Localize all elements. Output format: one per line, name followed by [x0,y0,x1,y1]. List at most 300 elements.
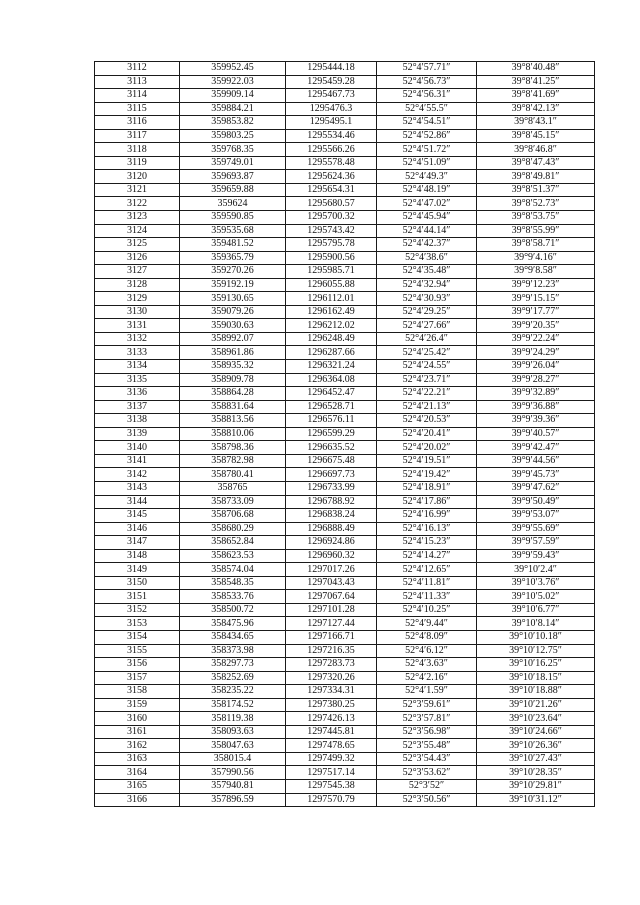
y-coordinate-cell: 1297517.14 [286,766,377,780]
y-coordinate-cell: 1296321.24 [286,360,377,374]
table-row [95,454,595,468]
table-row [95,644,595,658]
latitude-cell: 52°4′9.44″ [377,617,477,631]
latitude-cell: 52°4′51.72″ [377,143,477,157]
y-coordinate-cell: 1295495.1 [286,116,377,130]
y-coordinate-cell: 1296924.86 [286,536,377,550]
x-coordinate-cell: 358623.53 [180,549,286,563]
longitude-cell: 39°10′28.35″ [477,766,595,780]
longitude-cell: 39°10′10.18″ [477,630,595,644]
latitude-cell: 52°4′22.21″ [377,387,477,401]
longitude-cell: 39°9′44.56″ [477,454,595,468]
longitude-cell: 39°8′53.75″ [477,211,595,225]
table-row [95,305,595,319]
point-number-cell: 3156 [95,658,180,672]
table-row [95,224,595,238]
y-coordinate-cell: 1297570.79 [286,793,377,807]
table-row [95,373,595,387]
latitude-cell: 52°4′29.25″ [377,305,477,319]
latitude-cell: 52°3′56.98″ [377,725,477,739]
x-coordinate-cell: 359909.14 [180,89,286,103]
table-row [95,752,595,766]
longitude-cell: 39°10′29.81″ [477,779,595,793]
longitude-cell: 39°9′8.58″ [477,265,595,279]
x-coordinate-cell: 358574.04 [180,563,286,577]
y-coordinate-cell: 1295444.18 [286,62,377,76]
latitude-cell: 52°3′54.43″ [377,752,477,766]
y-coordinate-cell: 1296733.99 [286,481,377,495]
y-coordinate-cell: 1296599.29 [286,427,377,441]
longitude-cell: 39°9′32.89″ [477,387,595,401]
table-row [95,536,595,550]
longitude-cell: 39°9′40.57″ [477,427,595,441]
longitude-cell: 39°8′42.13″ [477,102,595,116]
table-row [95,739,595,753]
longitude-cell: 39°9′57.59″ [477,536,595,550]
x-coordinate-cell: 358680.29 [180,522,286,536]
latitude-cell: 52°4′38.6″ [377,251,477,265]
table-row [95,766,595,780]
latitude-cell: 52°4′20.41″ [377,427,477,441]
x-coordinate-cell: 358935.32 [180,360,286,374]
longitude-cell: 39°8′47.43″ [477,156,595,170]
y-coordinate-cell: 1296888.49 [286,522,377,536]
table-row [95,671,595,685]
y-coordinate-cell: 1295624.36 [286,170,377,184]
point-number-cell: 3155 [95,644,180,658]
point-number-cell: 3120 [95,170,180,184]
y-coordinate-cell: 1296055.88 [286,278,377,292]
x-coordinate-cell: 359952.45 [180,62,286,76]
latitude-cell: 52°4′44.14″ [377,224,477,238]
x-coordinate-cell: 358548.35 [180,576,286,590]
point-number-cell: 3140 [95,441,180,455]
latitude-cell: 52°3′59.61″ [377,698,477,712]
latitude-cell: 52°4′20.53″ [377,414,477,428]
x-coordinate-cell: 359768.35 [180,143,286,157]
y-coordinate-cell: 1297283.73 [286,658,377,672]
x-coordinate-cell: 359749.01 [180,156,286,170]
x-coordinate-cell: 358810.06 [180,427,286,441]
latitude-cell: 52°4′18.91″ [377,481,477,495]
latitude-cell: 52°4′24.55″ [377,360,477,374]
latitude-cell: 52°4′20.02″ [377,441,477,455]
coordinates-table [94,61,595,807]
point-number-cell: 3159 [95,698,180,712]
x-coordinate-cell: 358652.84 [180,536,286,550]
longitude-cell: 39°9′53.07″ [477,509,595,523]
table-row [95,603,595,617]
point-number-cell: 3152 [95,603,180,617]
latitude-cell: 52°4′27.66″ [377,319,477,333]
longitude-cell: 39°10′27.43″ [477,752,595,766]
table-row [95,630,595,644]
y-coordinate-cell: 1296635.52 [286,441,377,455]
x-coordinate-cell: 359535.68 [180,224,286,238]
point-number-cell: 3116 [95,116,180,130]
y-coordinate-cell: 1296162.49 [286,305,377,319]
x-coordinate-cell: 358475.96 [180,617,286,631]
longitude-cell: 39°9′47.62″ [477,481,595,495]
table-row [95,89,595,103]
longitude-cell: 39°10′21.26″ [477,698,595,712]
latitude-cell: 52°4′25.42″ [377,346,477,360]
y-coordinate-cell: 1297127.44 [286,617,377,631]
point-number-cell: 3165 [95,779,180,793]
y-coordinate-cell: 1295680.57 [286,197,377,211]
latitude-cell: 52°4′6.12″ [377,644,477,658]
x-coordinate-cell: 358733.09 [180,495,286,509]
table-row [95,685,595,699]
latitude-cell: 52°4′56.73″ [377,75,477,89]
longitude-cell: 39°9′42.47″ [477,441,595,455]
table-row [95,292,595,306]
longitude-cell: 39°9′26.04″ [477,360,595,374]
y-coordinate-cell: 1297545.38 [286,779,377,793]
y-coordinate-cell: 1296528.71 [286,400,377,414]
table-row [95,129,595,143]
table-row [95,319,595,333]
longitude-cell: 39°9′36.88″ [477,400,595,414]
point-number-cell: 3128 [95,278,180,292]
latitude-cell: 52°4′3.63″ [377,658,477,672]
longitude-cell: 39°10′24.66″ [477,725,595,739]
point-number-cell: 3162 [95,739,180,753]
point-number-cell: 3150 [95,576,180,590]
table-row [95,251,595,265]
x-coordinate-cell: 359192.19 [180,278,286,292]
x-coordinate-cell: 358500.72 [180,603,286,617]
point-number-cell: 3122 [95,197,180,211]
x-coordinate-cell: 358782.98 [180,454,286,468]
point-number-cell: 3119 [95,156,180,170]
x-coordinate-cell: 359803.25 [180,129,286,143]
table-row [95,332,595,346]
longitude-cell: 39°8′43.1″ [477,116,595,130]
table-row [95,563,595,577]
longitude-cell: 39°8′41.25″ [477,75,595,89]
x-coordinate-cell: 359693.87 [180,170,286,184]
x-coordinate-cell: 359590.85 [180,211,286,225]
latitude-cell: 52°4′26.4″ [377,332,477,346]
longitude-cell: 39°8′58.71″ [477,238,595,252]
y-coordinate-cell: 1297445.81 [286,725,377,739]
y-coordinate-cell: 1297216.35 [286,644,377,658]
x-coordinate-cell: 358093.63 [180,725,286,739]
y-coordinate-cell: 1295534.46 [286,129,377,143]
point-number-cell: 3166 [95,793,180,807]
longitude-cell: 39°8′49.81″ [477,170,595,184]
latitude-cell: 52°4′14.27″ [377,549,477,563]
table-row [95,211,595,225]
point-number-cell: 3131 [95,319,180,333]
longitude-cell: 39°9′15.15″ [477,292,595,306]
point-number-cell: 3133 [95,346,180,360]
point-number-cell: 3130 [95,305,180,319]
latitude-cell: 52°3′52″ [377,779,477,793]
y-coordinate-cell: 1297478.65 [286,739,377,753]
point-number-cell: 3147 [95,536,180,550]
x-coordinate-cell: 359884.21 [180,102,286,116]
latitude-cell: 52°4′16.99″ [377,509,477,523]
point-number-cell: 3144 [95,495,180,509]
point-number-cell: 3161 [95,725,180,739]
point-number-cell: 3163 [95,752,180,766]
latitude-cell: 52°3′57.81″ [377,712,477,726]
y-coordinate-cell: 1296112.01 [286,292,377,306]
x-coordinate-cell: 358909.78 [180,373,286,387]
table-row [95,522,595,536]
latitude-cell: 52°4′15.23″ [377,536,477,550]
x-coordinate-cell: 358119.38 [180,712,286,726]
x-coordinate-cell: 359853.82 [180,116,286,130]
y-coordinate-cell: 1296960.32 [286,549,377,563]
x-coordinate-cell: 358297.73 [180,658,286,672]
x-coordinate-cell: 359130.65 [180,292,286,306]
table-row [95,617,595,631]
y-coordinate-cell: 1295566.26 [286,143,377,157]
latitude-cell: 52°4′48.19″ [377,183,477,197]
y-coordinate-cell: 1295700.32 [286,211,377,225]
latitude-cell: 52°3′50.56″ [377,793,477,807]
table-row [95,793,595,807]
longitude-cell: 39°10′18.88″ [477,685,595,699]
latitude-cell: 52°4′8.09″ [377,630,477,644]
x-coordinate-cell: 358864.28 [180,387,286,401]
y-coordinate-cell: 1297101.28 [286,603,377,617]
x-coordinate-cell: 359922.03 [180,75,286,89]
point-number-cell: 3132 [95,332,180,346]
y-coordinate-cell: 1297067.64 [286,590,377,604]
y-coordinate-cell: 1295459.28 [286,75,377,89]
x-coordinate-cell: 359030.63 [180,319,286,333]
point-number-cell: 3164 [95,766,180,780]
latitude-cell: 52°4′45.94″ [377,211,477,225]
table-row [95,116,595,130]
latitude-cell: 52°4′23.71″ [377,373,477,387]
table-row [95,658,595,672]
y-coordinate-cell: 1295795.78 [286,238,377,252]
x-coordinate-cell: 358252.69 [180,671,286,685]
longitude-cell: 39°9′28.27″ [477,373,595,387]
table-row [95,779,595,793]
y-coordinate-cell: 1295743.42 [286,224,377,238]
y-coordinate-cell: 1296675.48 [286,454,377,468]
longitude-cell: 39°10′18.15″ [477,671,595,685]
longitude-cell: 39°9′20.35″ [477,319,595,333]
longitude-cell: 39°9′22.24″ [477,332,595,346]
latitude-cell: 52°4′42.37″ [377,238,477,252]
latitude-cell: 52°4′54.51″ [377,116,477,130]
table-row [95,549,595,563]
x-coordinate-cell: 359079.26 [180,305,286,319]
point-number-cell: 3145 [95,509,180,523]
x-coordinate-cell: 358047.63 [180,739,286,753]
longitude-cell: 39°9′59.43″ [477,549,595,563]
x-coordinate-cell: 358235.22 [180,685,286,699]
longitude-cell: 39°10′3.76″ [477,576,595,590]
point-number-cell: 3113 [95,75,180,89]
table-row [95,414,595,428]
table-row [95,75,595,89]
point-number-cell: 3115 [95,102,180,116]
table-row [95,143,595,157]
latitude-cell: 52°4′30.93″ [377,292,477,306]
y-coordinate-cell: 1295467.73 [286,89,377,103]
point-number-cell: 3146 [95,522,180,536]
point-number-cell: 3158 [95,685,180,699]
x-coordinate-cell: 358798.36 [180,441,286,455]
latitude-cell: 52°4′10.25″ [377,603,477,617]
latitude-cell: 52°4′21.13″ [377,400,477,414]
table-row [95,468,595,482]
latitude-cell: 52°4′51.09″ [377,156,477,170]
table-row [95,156,595,170]
longitude-cell: 39°9′50.49″ [477,495,595,509]
latitude-cell: 52°3′55.48″ [377,739,477,753]
longitude-cell: 39°9′45.73″ [477,468,595,482]
y-coordinate-cell: 1297166.71 [286,630,377,644]
x-coordinate-cell: 359270.26 [180,265,286,279]
y-coordinate-cell: 1296697.73 [286,468,377,482]
point-number-cell: 3142 [95,468,180,482]
latitude-cell: 52°3′53.62″ [377,766,477,780]
point-number-cell: 3139 [95,427,180,441]
latitude-cell: 52°4′57.71″ [377,62,477,76]
y-coordinate-cell: 1296212.02 [286,319,377,333]
point-number-cell: 3149 [95,563,180,577]
table-row [95,278,595,292]
longitude-cell: 39°8′41.69″ [477,89,595,103]
y-coordinate-cell: 1295654.31 [286,183,377,197]
table-row [95,576,595,590]
point-number-cell: 3141 [95,454,180,468]
point-number-cell: 3126 [95,251,180,265]
x-coordinate-cell: 359365.79 [180,251,286,265]
latitude-cell: 52°4′19.51″ [377,454,477,468]
y-coordinate-cell: 1297380.25 [286,698,377,712]
latitude-cell: 52°4′47.02″ [377,197,477,211]
table-row [95,265,595,279]
latitude-cell: 52°4′55.5″ [377,102,477,116]
latitude-cell: 52°4′19.42″ [377,468,477,482]
longitude-cell: 39°10′23.64″ [477,712,595,726]
point-number-cell: 3138 [95,414,180,428]
x-coordinate-cell: 359659.88 [180,183,286,197]
point-number-cell: 3118 [95,143,180,157]
table-row [95,170,595,184]
x-coordinate-cell: 359624 [180,197,286,211]
longitude-cell: 39°9′12.23″ [477,278,595,292]
table-row [95,62,595,76]
point-number-cell: 3151 [95,590,180,604]
y-coordinate-cell: 1296364.08 [286,373,377,387]
y-coordinate-cell: 1295476.3 [286,102,377,116]
point-number-cell: 3112 [95,62,180,76]
longitude-cell: 39°9′24.29″ [477,346,595,360]
y-coordinate-cell: 1296788.92 [286,495,377,509]
y-coordinate-cell: 1295985.71 [286,265,377,279]
latitude-cell: 52°4′49.3″ [377,170,477,184]
y-coordinate-cell: 1297499.32 [286,752,377,766]
point-number-cell: 3125 [95,238,180,252]
y-coordinate-cell: 1296576.11 [286,414,377,428]
point-number-cell: 3154 [95,630,180,644]
point-number-cell: 3114 [95,89,180,103]
table-row [95,590,595,604]
table-row [95,346,595,360]
longitude-cell: 39°10′31.12″ [477,793,595,807]
x-coordinate-cell: 358831.64 [180,400,286,414]
longitude-cell: 39°10′26.36″ [477,739,595,753]
x-coordinate-cell: 358434.65 [180,630,286,644]
y-coordinate-cell: 1297334.31 [286,685,377,699]
latitude-cell: 52°4′2.16″ [377,671,477,685]
longitude-cell: 39°8′51.37″ [477,183,595,197]
point-number-cell: 3117 [95,129,180,143]
x-coordinate-cell: 358813.56 [180,414,286,428]
x-coordinate-cell: 358961.86 [180,346,286,360]
y-coordinate-cell: 1295578.48 [286,156,377,170]
x-coordinate-cell: 358706.68 [180,509,286,523]
longitude-cell: 39°10′16.25″ [477,658,595,672]
coordinates-table-body [95,62,595,807]
point-number-cell: 3134 [95,360,180,374]
longitude-cell: 39°8′55.99″ [477,224,595,238]
longitude-cell: 39°9′4.16″ [477,251,595,265]
longitude-cell: 39°10′6.77″ [477,603,595,617]
table-row [95,725,595,739]
latitude-cell: 52°4′12.65″ [377,563,477,577]
point-number-cell: 3143 [95,481,180,495]
x-coordinate-cell: 358174.52 [180,698,286,712]
table-row [95,481,595,495]
point-number-cell: 3121 [95,183,180,197]
x-coordinate-cell: 357940.81 [180,779,286,793]
x-coordinate-cell: 357990.56 [180,766,286,780]
x-coordinate-cell: 358533.76 [180,590,286,604]
point-number-cell: 3153 [95,617,180,631]
x-coordinate-cell: 358373.98 [180,644,286,658]
latitude-cell: 52°4′56.31″ [377,89,477,103]
longitude-cell: 39°8′52.73″ [477,197,595,211]
y-coordinate-cell: 1297043.43 [286,576,377,590]
point-number-cell: 3137 [95,400,180,414]
table-row [95,441,595,455]
longitude-cell: 39°9′17.77″ [477,305,595,319]
y-coordinate-cell: 1296287.66 [286,346,377,360]
longitude-cell: 39°10′5.02″ [477,590,595,604]
longitude-cell: 39°8′45.15″ [477,129,595,143]
point-number-cell: 3136 [95,387,180,401]
y-coordinate-cell: 1296838.24 [286,509,377,523]
latitude-cell: 52°4′32.94″ [377,278,477,292]
table-row [95,698,595,712]
y-coordinate-cell: 1297320.26 [286,671,377,685]
y-coordinate-cell: 1296248.49 [286,332,377,346]
point-number-cell: 3157 [95,671,180,685]
table-row [95,238,595,252]
latitude-cell: 52°4′35.48″ [377,265,477,279]
longitude-cell: 39°8′46.8″ [477,143,595,157]
point-number-cell: 3124 [95,224,180,238]
table-row [95,387,595,401]
table-row [95,360,595,374]
x-coordinate-cell: 358765 [180,481,286,495]
latitude-cell: 52°4′16.13″ [377,522,477,536]
x-coordinate-cell: 358780.41 [180,468,286,482]
point-number-cell: 3127 [95,265,180,279]
